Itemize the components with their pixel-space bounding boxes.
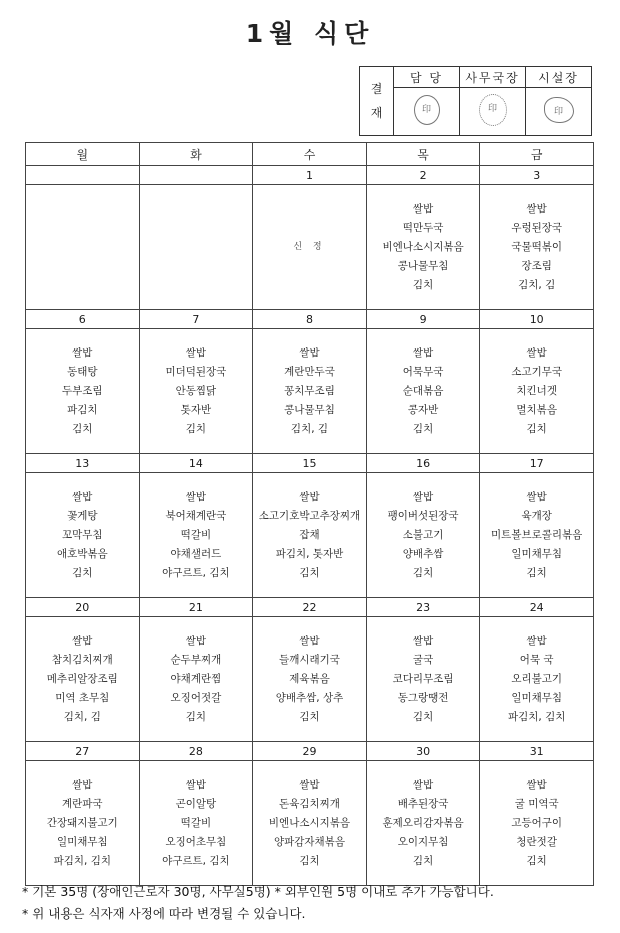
menu-cell — [253, 329, 367, 454]
menu-row — [26, 761, 594, 886]
date-cell: 21 — [139, 598, 253, 617]
approval-box — [359, 66, 592, 136]
menu-item: 김치, 김 — [290, 422, 329, 435]
menu-item: 치킨너겟 — [516, 384, 557, 397]
date-cell: 16 — [366, 454, 480, 473]
menu-item: 굴국 — [412, 653, 434, 666]
menu-item: 간장돼지불고기 — [46, 816, 118, 829]
menu-item: 순대볶음 — [402, 384, 444, 397]
menu-item: 소불고기 — [402, 528, 444, 541]
approval-header-director: 시설장 — [526, 67, 592, 88]
menu-cell — [480, 185, 594, 310]
menu-item: 순두부찌개 — [170, 653, 222, 666]
menu-cell — [366, 329, 480, 454]
menu-item: 쌀밥 — [412, 634, 434, 647]
date-cell: 20 — [26, 598, 140, 617]
menu-cell — [253, 185, 367, 310]
approval-sign-secretary — [460, 88, 526, 136]
weekday-tue: 화 — [139, 143, 253, 166]
menu-item: 잡채 — [299, 528, 320, 541]
menu-item: 소고기호박고추장찌개 — [258, 509, 361, 522]
menu-item: 쌀밥 — [412, 346, 434, 359]
menu-item: 들깨시래기국 — [279, 653, 340, 666]
menu-item: 김치 — [412, 854, 434, 867]
menu-item: 어묵무국 — [402, 365, 444, 378]
menu-item: 파김치, 김치 — [53, 854, 111, 867]
menu-cell — [480, 617, 594, 742]
date-cell: 8 — [253, 310, 367, 329]
approval-side-label-bottom: 재 — [370, 106, 383, 120]
menu-item: 야구르트, 김치 — [162, 566, 230, 579]
date-row — [26, 166, 594, 185]
menu-item: 꽃게탕 — [67, 509, 98, 522]
menu-item: 김치 — [412, 278, 434, 291]
date-cell: 13 — [26, 454, 140, 473]
menu-item: 김치 — [412, 566, 434, 579]
date-row — [26, 310, 594, 329]
menu-item: 콩나물무침 — [284, 403, 335, 416]
menu-cell — [139, 473, 253, 598]
menu-item: 김치 — [412, 422, 434, 435]
menu-item: 오리불고기 — [511, 672, 563, 685]
menu-cell — [139, 329, 253, 454]
menu-item: 굴 미역국 — [514, 797, 559, 810]
date-row — [26, 598, 594, 617]
seal-stamp-icon: 印 — [479, 94, 507, 126]
date-cell: 6 — [26, 310, 140, 329]
menu-item: 쌀밥 — [412, 778, 434, 791]
menu-cell — [480, 473, 594, 598]
menu-item: 김치 — [72, 422, 93, 435]
menu-item: 김치 — [299, 710, 320, 723]
menu-item: 오징어초무침 — [165, 835, 227, 848]
date-cell: 9 — [366, 310, 480, 329]
menu-item: 소고기무국 — [511, 365, 563, 378]
date-cell: 24 — [480, 598, 594, 617]
menu-item: 야채샐러드 — [170, 547, 222, 560]
menu-item: 비엔나소시지볶음 — [268, 816, 351, 829]
menu-cell — [26, 185, 140, 310]
menu-item: 쌀밥 — [72, 490, 93, 503]
menu-cell — [366, 617, 480, 742]
date-row — [26, 742, 594, 761]
menu-item: 김치 — [526, 422, 547, 435]
menu-item: 일미채무침 — [511, 547, 563, 560]
menu-cell — [139, 617, 253, 742]
menu-item: 계란파국 — [62, 797, 103, 810]
menu-item: 계란만두국 — [284, 365, 335, 378]
footer-note-change: * 위 내용은 식자재 사정에 따라 변경될 수 있습니다. — [22, 906, 306, 921]
menu-item: 떡갈비 — [180, 528, 212, 541]
menu-item: 양배추쌈, 상추 — [275, 691, 344, 704]
approval-header-staff: 담 당 — [394, 67, 460, 88]
date-cell — [139, 166, 253, 185]
menu-item: 야구르트, 김치 — [162, 854, 230, 867]
menu-item: 쌀밥 — [412, 490, 434, 503]
menu-calendar — [25, 142, 594, 886]
seal-stamp-icon: 印 — [414, 95, 440, 125]
menu-item: 쌀밥 — [299, 346, 320, 359]
menu-item: 쌀밥 — [72, 346, 93, 359]
menu-item: 장조림 — [521, 259, 552, 272]
menu-cell — [480, 761, 594, 886]
menu-item: 국물떡볶이 — [511, 240, 563, 253]
menu-item: 동태탕 — [67, 365, 98, 378]
menu-item: 쌀밥 — [185, 346, 207, 359]
menu-item: 쌀밥 — [185, 778, 207, 791]
menu-item: 육개장 — [521, 509, 552, 522]
approval-side-label — [360, 67, 394, 136]
date-cell: 22 — [253, 598, 367, 617]
menu-item: 야채계란찜 — [170, 672, 222, 685]
menu-item: 어묵 국 — [519, 653, 554, 666]
menu-cell — [253, 617, 367, 742]
date-row — [26, 454, 594, 473]
menu-item: 김치 — [185, 422, 207, 435]
menu-item: 파김치, 톳자반 — [275, 547, 344, 560]
menu-item: 안동찜닭 — [175, 384, 217, 397]
menu-item: 콩나물무침 — [397, 259, 449, 272]
date-cell: 29 — [253, 742, 367, 761]
weekday-wed: 수 — [253, 143, 367, 166]
menu-item: 배추된장국 — [397, 797, 449, 810]
menu-item: 파김치 — [67, 403, 98, 416]
date-cell: 27 — [26, 742, 140, 761]
menu-item: 청란젓갈 — [516, 835, 557, 848]
date-cell: 10 — [480, 310, 594, 329]
date-cell: 1 — [253, 166, 367, 185]
menu-item: 쌀밥 — [299, 490, 320, 503]
menu-item: 쌀밥 — [412, 202, 434, 215]
menu-item: 훈제오리감자볶음 — [382, 816, 464, 829]
date-cell: 28 — [139, 742, 253, 761]
menu-cell — [26, 617, 140, 742]
approval-side-label-top: 결 — [370, 82, 383, 96]
menu-item: 쌀밥 — [526, 202, 547, 215]
weekday-mon: 월 — [26, 143, 140, 166]
date-cell: 15 — [253, 454, 367, 473]
menu-item: 두부조림 — [62, 384, 103, 397]
menu-item: 쌀밥 — [185, 490, 207, 503]
approval-sign-director — [526, 88, 592, 136]
date-cell: 3 — [480, 166, 594, 185]
seal-stamp-icon: 印 — [544, 97, 574, 123]
menu-item: 쌀밥 — [526, 346, 547, 359]
menu-item: 양파감자채볶음 — [273, 835, 345, 848]
date-cell — [26, 166, 140, 185]
menu-item: 김치, 김 — [518, 278, 556, 291]
approval-sign-staff — [394, 88, 460, 136]
menu-item: 미트볼브로콜리볶음 — [491, 528, 583, 541]
menu-item: 쌀밥 — [526, 634, 547, 647]
date-cell: 14 — [139, 454, 253, 473]
menu-cell — [253, 473, 367, 598]
menu-cell — [26, 473, 140, 598]
menu-item: 떡만두국 — [402, 221, 444, 234]
menu-item: 김치 — [526, 566, 547, 579]
menu-item: 톳자반 — [180, 403, 212, 416]
date-cell: 7 — [139, 310, 253, 329]
menu-cell — [139, 761, 253, 886]
menu-item: 미더덕된장국 — [165, 365, 227, 378]
menu-item: 양배추쌈 — [402, 547, 444, 560]
menu-cell — [26, 329, 140, 454]
menu-row — [26, 185, 594, 310]
menu-item: 쌀밥 — [72, 778, 93, 791]
weekday-fri: 금 — [480, 143, 594, 166]
menu-item: 콩자반 — [407, 403, 439, 416]
approval-header-secretary: 사무국장 — [460, 67, 526, 88]
menu-item: 떡갈비 — [180, 816, 212, 829]
menu-cell — [366, 761, 480, 886]
menu-item: 제육볶음 — [289, 672, 330, 685]
menu-item: 김치 — [526, 854, 547, 867]
menu-row — [26, 617, 594, 742]
menu-cell — [480, 329, 594, 454]
menu-item: 김치, 김 — [63, 710, 101, 723]
menu-item: 비엔나소시지볶음 — [382, 240, 464, 253]
menu-cell — [253, 761, 367, 886]
menu-item: 메추리알장조림 — [46, 672, 118, 685]
menu-item: 멸치볶음 — [516, 403, 557, 416]
date-cell: 23 — [366, 598, 480, 617]
weekday-thu: 목 — [366, 143, 480, 166]
menu-item: 김치 — [72, 566, 93, 579]
menu-item: 돈육김치찌개 — [279, 797, 340, 810]
menu-item: 쌀밥 — [526, 490, 547, 503]
menu-item: 곤이알탕 — [175, 797, 217, 810]
menu-item: 김치 — [299, 566, 320, 579]
menu-item: 고등어구이 — [511, 816, 563, 829]
menu-item: 쌀밥 — [299, 634, 320, 647]
menu-cell — [366, 473, 480, 598]
menu-item: 파김치, 김치 — [507, 710, 566, 723]
menu-item: 쌀밥 — [526, 778, 547, 791]
weekday-header-row — [26, 143, 594, 166]
menu-item: 북어채계란국 — [165, 509, 227, 522]
date-cell: 2 — [366, 166, 480, 185]
date-cell: 17 — [480, 454, 594, 473]
menu-row — [26, 329, 594, 454]
holiday-label: 신 정 — [293, 241, 326, 252]
menu-item: 일미채무침 — [56, 835, 108, 848]
menu-item: 오징어젓갈 — [170, 691, 222, 704]
menu-item: 동그랑땡전 — [397, 691, 449, 704]
menu-item: 우렁된장국 — [511, 221, 563, 234]
footer-note-headcount: * 기본 35명 (장애인근로자 30명, 사무실5명) * 외부인원 5명 이내로 추가 가능합니다. — [22, 884, 494, 899]
menu-item: 김치 — [185, 710, 207, 723]
menu-cell — [26, 761, 140, 886]
menu-item: 미역 초무침 — [55, 691, 110, 704]
menu-item: 김치 — [412, 710, 434, 723]
menu-item: 쌀밥 — [299, 778, 320, 791]
menu-item: 일미채무침 — [511, 691, 563, 704]
page-title: 1월 식단 — [245, 19, 375, 48]
menu-row — [26, 473, 594, 598]
menu-item: 쌀밥 — [185, 634, 207, 647]
menu-item: 팽이버섯된장국 — [387, 509, 459, 522]
date-cell: 31 — [480, 742, 594, 761]
menu-item: 오이지무침 — [397, 835, 449, 848]
menu-item: 쌀밥 — [72, 634, 93, 647]
menu-item: 꼬막무침 — [62, 528, 103, 541]
menu-cell — [366, 185, 480, 310]
menu-item: 김치 — [299, 854, 320, 867]
menu-item: 애호박볶음 — [56, 547, 108, 560]
date-cell: 30 — [366, 742, 480, 761]
menu-item: 꽁치무조림 — [284, 384, 335, 397]
menu-item: 참치김치찌개 — [51, 653, 113, 666]
menu-cell — [139, 185, 253, 310]
menu-item: 코다리무조림 — [392, 672, 454, 685]
